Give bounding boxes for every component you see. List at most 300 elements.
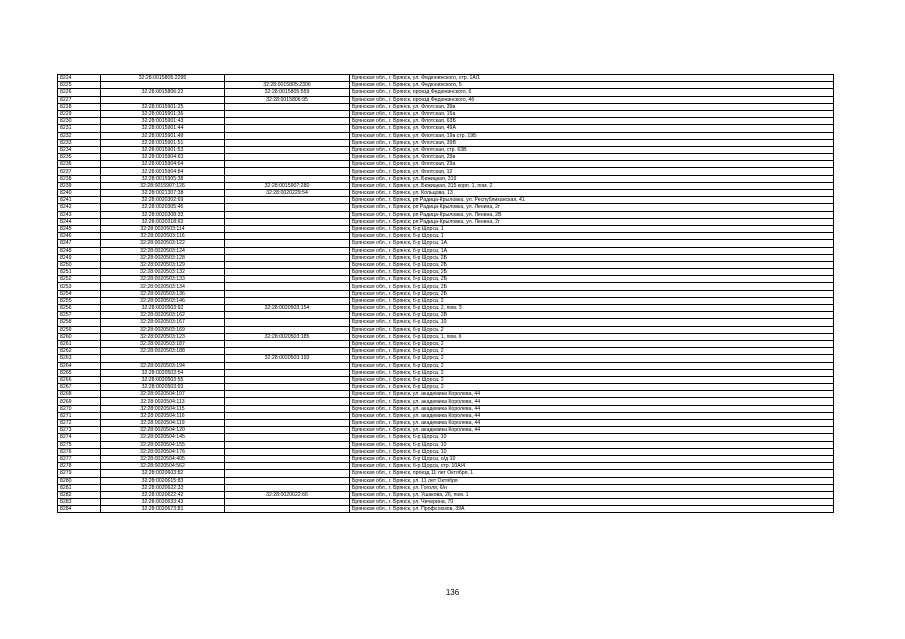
cadastral-number-cell: 32:28:0020503:122 (101, 240, 225, 247)
table-row (58, 168, 834, 175)
parent-cadastral-number-cell (225, 362, 350, 369)
table-row (58, 319, 834, 326)
address-cell: Брянская обл., г. Брянск, ул. Федюнинского, стр. 1А/1 (350, 75, 834, 82)
address-cell: Брянская обл., г. Брянск, ул. академика Королева, 44 (350, 398, 834, 405)
cadastral-number-cell: 32:28:0020504:155 (101, 441, 225, 448)
parent-cadastral-number-cell: 32:28:0020229:54 (225, 190, 350, 197)
address-cell: Брянская обл., г. Брянск, ул. Флотская, 29а (350, 161, 834, 168)
cadastral-number-cell: 32:28:0020504:176 (101, 448, 225, 455)
parent-cadastral-number-cell (225, 139, 350, 146)
parent-cadastral-number-cell: 32:28:0015806:95 (225, 96, 350, 103)
row-number-cell: 8236 (58, 161, 101, 168)
table-row (58, 161, 834, 168)
cadastral-number-cell: 32:28:0015904:63 (101, 154, 225, 161)
address-cell: Брянская обл., г. Брянск, б-р Щорса, 2 (350, 348, 834, 355)
parent-cadastral-number-cell (225, 118, 350, 125)
cadastral-number-cell: 32:28:0020503:194 (101, 362, 225, 369)
row-number-cell: 8269 (58, 398, 101, 405)
row-number-cell: 8234 (58, 146, 101, 153)
address-cell: Брянская обл., г. Брянск, б-р Щорса, 2Б (350, 283, 834, 290)
parent-cadastral-number-cell (225, 233, 350, 240)
row-number-cell: 8250 (58, 261, 101, 268)
cadastral-number-cell: 32:28:0020503:146 (101, 297, 225, 304)
cadastral-number-cell: 32:28:0015901:43 (101, 118, 225, 125)
cadastral-number-cell: 32:28:0015901:25 (101, 103, 225, 110)
parent-cadastral-number-cell (225, 283, 350, 290)
address-cell: Брянская обл., г. Брянск, ул. академика Королева, 44 (350, 420, 834, 427)
cadastral-number-cell: 32:28:0020503:169 (101, 326, 225, 333)
row-number-cell: 8256 (58, 305, 101, 312)
parent-cadastral-number-cell (225, 499, 350, 506)
row-number-cell: 8235 (58, 154, 101, 161)
address-cell: Брянская обл., г. Брянск, б-р Щорса, 2Б (350, 290, 834, 297)
address-cell: Брянская обл., г. Брянск, б-р Щорса, 2 (350, 369, 834, 376)
table-row (58, 484, 834, 491)
table-row (58, 103, 834, 110)
row-number-cell: 8255 (58, 297, 101, 304)
row-number-cell: 8238 (58, 175, 101, 182)
address-cell: Брянская обл., г. Брянск, проезд Федюнинского, 4б (350, 96, 834, 103)
parent-cadastral-number-cell (225, 326, 350, 333)
cadastral-number-cell: 32:28:0020503:93 (101, 384, 225, 391)
table-row (58, 355, 834, 362)
row-number-cell: 8224 (58, 75, 101, 82)
address-cell: Брянская обл., г. Брянск, б-р Щорса, 2Б (350, 276, 834, 283)
address-cell: Брянская обл., г. Брянск, б-р Щорса, 1 (350, 225, 834, 232)
table-row (58, 499, 834, 506)
row-number-cell: 8258 (58, 319, 101, 326)
table-row (58, 384, 834, 391)
address-cell: Брянская обл., г. Брянск, б-р Щорса, 1А (350, 247, 834, 254)
table-row (58, 276, 834, 283)
parent-cadastral-number-cell (225, 319, 350, 326)
address-cell: Брянская обл., г. Брянск, б-р Щорса, 2Б (350, 269, 834, 276)
address-cell: Брянская обл., г. Брянск, проезд Федюнинского, 6 (350, 89, 834, 96)
table-row (58, 82, 834, 89)
parent-cadastral-number-cell (225, 427, 350, 434)
table-row (58, 283, 834, 290)
cadastral-number-cell: 32:28:0020503:132 (101, 269, 225, 276)
row-number-cell: 8271 (58, 412, 101, 419)
row-number-cell: 8246 (58, 233, 101, 240)
row-number-cell: 8268 (58, 391, 101, 398)
table-row (58, 420, 834, 427)
row-number-cell: 8225 (58, 82, 101, 89)
row-number-cell: 8242 (58, 204, 101, 211)
parent-cadastral-number-cell (225, 455, 350, 462)
address-cell: Брянская обл., г. Брянск, ул. Флотская, 39В (350, 139, 834, 146)
address-cell: Брянская обл., г. Брянск, ул. академика Королева, 44 (350, 405, 834, 412)
address-cell: Брянская обл., г. Брянск, б-р Щорса, 10 (350, 448, 834, 455)
parent-cadastral-number-cell (225, 384, 350, 391)
row-number-cell: 8231 (58, 125, 101, 132)
address-cell: Брянская обл., г. Брянск, б-р Щорса, 2Б (350, 261, 834, 268)
parent-cadastral-number-cell (225, 290, 350, 297)
cadastral-number-cell: 32:28:0020503:124 (101, 247, 225, 254)
table-row (58, 405, 834, 412)
parent-cadastral-number-cell (225, 75, 350, 82)
table-row (58, 362, 834, 369)
address-cell: Брянская обл., г. Брянск, б-р Щорса, 1А (350, 240, 834, 247)
parent-cadastral-number-cell (225, 110, 350, 117)
cadastral-number-cell: 32:28:0015905:38 (101, 175, 225, 182)
parent-cadastral-number-cell (225, 261, 350, 268)
row-number-cell: 8276 (58, 448, 101, 455)
cadastral-number-cell: 32:28:0020503:54 (101, 369, 225, 376)
table-row (58, 96, 834, 103)
row-number-cell: 8263 (58, 355, 101, 362)
cadastral-number-cell (101, 82, 225, 89)
address-cell: Брянская обл., г. Брянск, б-р Щорса, 2 (350, 297, 834, 304)
address-cell: Брянская обл., г. Брянск, б-р Щорса, о/д 10 (350, 455, 834, 462)
parent-cadastral-number-cell: 32:28:0015805:559 (225, 89, 350, 96)
cadastral-number-cell: 32:28:0020633:43 (101, 499, 225, 506)
address-cell: Брянская обл., г. Брянск, ул. Флотская, 15а (350, 110, 834, 117)
cadastral-number-cell (101, 96, 225, 103)
table-row (58, 269, 834, 276)
row-number-cell: 8274 (58, 434, 101, 441)
parent-cadastral-number-cell (225, 340, 350, 347)
cadastral-number-cell: 32:28:0020503:55 (101, 376, 225, 383)
cadastral-number-cell: 32:28:0020503:129 (101, 261, 225, 268)
row-number-cell: 8237 (58, 168, 101, 175)
cadastral-number-cell: 32:28:0020503:167 (101, 319, 225, 326)
row-number-cell: 8277 (58, 455, 101, 462)
address-cell: Брянская обл., г. Брянск, ул. академика Королева, 44 (350, 391, 834, 398)
parent-cadastral-number-cell (225, 146, 350, 153)
row-number-cell: 8227 (58, 96, 101, 103)
parent-cadastral-number-cell (225, 391, 350, 398)
row-number-cell: 8284 (58, 506, 101, 513)
table-row (58, 326, 834, 333)
table-row (58, 491, 834, 498)
table-row (58, 75, 834, 82)
address-cell: Брянская обл., г. Брянск, б-р Щорса, 2 (350, 376, 834, 383)
cadastral-number-cell: 32:28:0020504:113 (101, 398, 225, 405)
cadastral-number-cell: 32:28:0020622:42 (101, 491, 225, 498)
row-number-cell: 8283 (58, 499, 101, 506)
cadastral-number-cell: 32:28:0020503:188 (101, 348, 225, 355)
parent-cadastral-number-cell (225, 269, 350, 276)
table-row (58, 254, 834, 261)
table-row (58, 139, 834, 146)
address-cell: Брянская обл., г. Брянск, ул. Флотская, 63Б (350, 118, 834, 125)
row-number-cell: 8247 (58, 240, 101, 247)
address-cell: Брянская обл., г. Брянск, ул. Бежицкая, 319 (350, 175, 834, 182)
row-number-cell: 8279 (58, 470, 101, 477)
parent-cadastral-number-cell: 32:28:0015805:2306 (225, 82, 350, 89)
row-number-cell: 8261 (58, 340, 101, 347)
parent-cadastral-number-cell (225, 348, 350, 355)
parent-cadastral-number-cell (225, 470, 350, 477)
cadastral-number-cell: 32:28:0020504:119 (101, 420, 225, 427)
address-cell: Брянская обл., г. Брянск, б-р Щорса, 2, пом. 3 (350, 305, 834, 312)
address-cell: Брянская обл., г. Брянск, ул. Флотская, 49А (350, 125, 834, 132)
parent-cadastral-number-cell (225, 484, 350, 491)
parent-cadastral-number-cell (225, 161, 350, 168)
table-row (58, 190, 834, 197)
parent-cadastral-number-cell (225, 412, 350, 419)
parent-cadastral-number-cell (225, 448, 350, 455)
cadastral-number-cell: 32:28:0020504:120 (101, 427, 225, 434)
row-number-cell: 8267 (58, 384, 101, 391)
address-cell: Брянская обл., г. Брянск, ул. Федюнинского, 5 (350, 82, 834, 89)
cadastral-number-cell: 32:28:0020673:81 (101, 506, 225, 513)
row-number-cell: 8272 (58, 420, 101, 427)
cadastral-number-cell: 32:28:0021307:38 (101, 190, 225, 197)
parent-cadastral-number-cell (225, 125, 350, 132)
cadastral-number-cell: 32:28:0015901:51 (101, 139, 225, 146)
table-row (58, 434, 834, 441)
parent-cadastral-number-cell (225, 434, 350, 441)
address-cell: Брянская обл., г. Брянск, ул. Ушакова, 26, пом. 1 (350, 491, 834, 498)
cadastral-number-cell: 32:28:0020308:33 (101, 211, 225, 218)
table-row (58, 197, 834, 204)
address-cell: Брянская обл., г. Брянск, ул. Флотская, 39в (350, 103, 834, 110)
page-number: 136 (445, 588, 460, 597)
cadastral-number-cell: 32:28:0020503:123 (101, 333, 225, 340)
table-row (58, 455, 834, 462)
registry-table-body (58, 75, 834, 513)
row-number-cell: 8273 (58, 427, 101, 434)
address-cell: Брянская обл., г. Брянск, ул. Флотская, 19в стр. 19Б (350, 132, 834, 139)
cadastral-number-cell: 32:28:0015904:64 (101, 161, 225, 168)
address-cell: Брянская обл., г. Брянск, ул. Гоголя, 6/н (350, 484, 834, 491)
parent-cadastral-number-cell: 32:28:0020503:185 (225, 333, 350, 340)
row-number-cell: 8228 (58, 103, 101, 110)
address-cell: Брянская обл., г. Брянск, б-р Щорса, 2 (350, 326, 834, 333)
table-row (58, 225, 834, 232)
cadastral-number-cell: 32:28:0015805:2295 (101, 75, 225, 82)
row-number-cell: 8253 (58, 283, 101, 290)
row-number-cell: 8232 (58, 132, 101, 139)
parent-cadastral-number-cell: 32:28:0015907:280 (225, 182, 350, 189)
table-row (58, 132, 834, 139)
cadastral-number-cell: 32:28:0020503:116 (101, 233, 225, 240)
cadastral-number-cell: 32:28:0020504:562 (101, 463, 225, 470)
cadastral-number-cell: 32:28:0015901:53 (101, 146, 225, 153)
address-cell: Брянская обл., г. Брянск, ул. Флотская, 12 (350, 168, 834, 175)
cadastral-number-cell: 32:28:0020302:69 (101, 197, 225, 204)
cadastral-number-cell: 32:28:0020504:405 (101, 455, 225, 462)
cadastral-number-cell: 32:28:0015901:49 (101, 132, 225, 139)
row-number-cell: 8230 (58, 118, 101, 125)
parent-cadastral-number-cell (225, 132, 350, 139)
address-cell: Брянская обл., г. Брянск, б-р Щорса, 2 (350, 362, 834, 369)
row-number-cell: 8259 (58, 326, 101, 333)
parent-cadastral-number-cell (225, 247, 350, 254)
address-cell: Брянская обл., г. Брянск, рп Радица-Крыловка, ул. Республиканская, 41 (350, 197, 834, 204)
row-number-cell: 8239 (58, 182, 101, 189)
cadastral-number-cell: 32:28:0020504:116 (101, 412, 225, 419)
parent-cadastral-number-cell (225, 376, 350, 383)
parent-cadastral-number-cell: 32:28:0020622:66 (225, 491, 350, 498)
parent-cadastral-number-cell (225, 154, 350, 161)
table-row (58, 211, 834, 218)
row-number-cell: 8248 (58, 247, 101, 254)
parent-cadastral-number-cell (225, 103, 350, 110)
parent-cadastral-number-cell: 32:28:0020503:154 (225, 305, 350, 312)
row-number-cell: 8265 (58, 369, 101, 376)
parent-cadastral-number-cell (225, 297, 350, 304)
table-row (58, 240, 834, 247)
row-number-cell: 8280 (58, 477, 101, 484)
table-row (58, 398, 834, 405)
parent-cadastral-number-cell (225, 398, 350, 405)
table-row (58, 463, 834, 470)
address-cell: Брянская обл., г. Брянск, ул. Флотская, стр. 63В (350, 146, 834, 153)
address-cell: Брянская обл., г. Брянск, проезд 11 лет Октября, 1 (350, 470, 834, 477)
cadastral-number-cell: 32:28:0020503:162 (101, 312, 225, 319)
row-number-cell: 8241 (58, 197, 101, 204)
table-row (58, 441, 834, 448)
cadastral-number-cell: 32:28:0020503:133 (101, 276, 225, 283)
table-row (58, 506, 834, 513)
parent-cadastral-number-cell (225, 477, 350, 484)
cadastral-number-cell: 32:28:0020615:83 (101, 477, 225, 484)
row-number-cell: 8252 (58, 276, 101, 283)
cadastral-number-cell: 32:28:0015907:126 (101, 182, 225, 189)
cadastral-number-cell: 32:28:0015901:44 (101, 125, 225, 132)
table-row (58, 412, 834, 419)
table-row (58, 340, 834, 347)
row-number-cell: 8270 (58, 405, 101, 412)
table-row (58, 154, 834, 161)
parent-cadastral-number-cell (225, 506, 350, 513)
table-row (58, 348, 834, 355)
cadastral-number-cell: 32:28:0020503:134 (101, 283, 225, 290)
parent-cadastral-number-cell (225, 312, 350, 319)
row-number-cell: 8233 (58, 139, 101, 146)
table-row (58, 89, 834, 96)
cadastral-number-cell: 32:28:0020503:187 (101, 340, 225, 347)
table-row (58, 125, 834, 132)
table-row (58, 305, 834, 312)
table-row (58, 182, 834, 189)
address-cell: Брянская обл., г. Брянск, б-р Щорса, 10 (350, 319, 834, 326)
table-row (58, 118, 834, 125)
row-number-cell: 8226 (58, 89, 101, 96)
parent-cadastral-number-cell (225, 254, 350, 261)
table-row (58, 333, 834, 340)
table-row (58, 247, 834, 254)
row-number-cell: 8266 (58, 376, 101, 383)
address-cell: Брянская обл., г. Брянск, ул. Кольцова, 13 (350, 190, 834, 197)
address-cell: Брянская обл., г. Брянск, ул. Бежицкая, 315 корп. 1, пом. 2 (350, 182, 834, 189)
cadastral-number-cell: 32:28:0020504:145 (101, 434, 225, 441)
parent-cadastral-number-cell (225, 369, 350, 376)
cadastral-number-cell: 32:28:0020503:136 (101, 290, 225, 297)
parent-cadastral-number-cell (225, 441, 350, 448)
parent-cadastral-number-cell (225, 225, 350, 232)
cadastral-number-cell: 32:28:0020603:82 (101, 470, 225, 477)
address-cell: Брянская обл., г. Брянск, б-р Щорса, 1, пом. II (350, 333, 834, 340)
table-row (58, 369, 834, 376)
table-row (58, 218, 834, 225)
parent-cadastral-number-cell (225, 218, 350, 225)
parent-cadastral-number-cell (225, 463, 350, 470)
row-number-cell: 8245 (58, 225, 101, 232)
address-cell: Брянская обл., г. Брянск, ул. академика Королева, 44 (350, 427, 834, 434)
row-number-cell: 8281 (58, 484, 101, 491)
table-row (58, 297, 834, 304)
parent-cadastral-number-cell (225, 240, 350, 247)
cadastral-number-cell: 32:28:0020503:92 (101, 305, 225, 312)
cadastral-number-cell: 32:28:0015901:36 (101, 110, 225, 117)
table-row (58, 233, 834, 240)
address-cell: Брянская обл., г. Брянск, б-р Щорса, 10 (350, 441, 834, 448)
parent-cadastral-number-cell (225, 276, 350, 283)
address-cell: Брянская обл., г. Брянск, рп Радица-Крыловка, ул. Ленина, 2г (350, 204, 834, 211)
table-row (58, 175, 834, 182)
address-cell: Брянская обл., г. Брянск, ул. Профсоюзов, 39А (350, 506, 834, 513)
cadastral-number-cell: 32:28:0020622:33 (101, 484, 225, 491)
row-number-cell: 8282 (58, 491, 101, 498)
address-cell: Брянская обл., г. Брянск, ул. Чичерина, 70 (350, 499, 834, 506)
address-cell: Брянская обл., г. Брянск, б-р Щорса, 2 (350, 384, 834, 391)
cadastral-number-cell: 32:28:0020504:107 (101, 391, 225, 398)
table-row (58, 470, 834, 477)
address-cell: Брянская обл., г. Брянск, б-р Щорса, 2Б (350, 254, 834, 261)
row-number-cell: 8251 (58, 269, 101, 276)
address-cell: Брянская обл., г. Брянск, б-р Щорса, 10 (350, 434, 834, 441)
table-row (58, 477, 834, 484)
row-number-cell: 8240 (58, 190, 101, 197)
cadastral-number-cell: 32:28:0020503:114 (101, 225, 225, 232)
row-number-cell: 8244 (58, 218, 101, 225)
table-row (58, 261, 834, 268)
row-number-cell: 8229 (58, 110, 101, 117)
table-row (58, 312, 834, 319)
row-number-cell: 8262 (58, 348, 101, 355)
cadastral-number-cell: 32:28:0020504:115 (101, 405, 225, 412)
address-cell: Брянская обл., г. Брянск, б-р Щорса, 2 (350, 340, 834, 347)
table-row (58, 391, 834, 398)
table-row (58, 290, 834, 297)
table-row (58, 146, 834, 153)
address-cell: Брянская обл., г. Брянск, б-р Щорса, стр. 10А/4 (350, 463, 834, 470)
parent-cadastral-number-cell (225, 204, 350, 211)
address-cell: Брянская обл., г. Брянск, б-р Щорса, 2 (350, 355, 834, 362)
row-number-cell: 8278 (58, 463, 101, 470)
table-row (58, 448, 834, 455)
address-cell: Брянская обл., г. Брянск, рп Радица-Крыловка, ул. Ленина, 2г (350, 218, 834, 225)
address-cell: Брянская обл., г. Брянск, ул. академика Королева, 44 (350, 412, 834, 419)
table-row (58, 427, 834, 434)
address-cell: Брянская обл., г. Брянск, ул. 11 лет Октября (350, 477, 834, 484)
parent-cadastral-number-cell (225, 405, 350, 412)
row-number-cell: 8260 (58, 333, 101, 340)
cadastral-number-cell: 32:28:0020305:46 (101, 204, 225, 211)
parent-cadastral-number-cell (225, 211, 350, 218)
cadastral-number-cell: 32:28:0020503:128 (101, 254, 225, 261)
row-number-cell: 8254 (58, 290, 101, 297)
row-number-cell: 8257 (58, 312, 101, 319)
row-number-cell: 8264 (58, 362, 101, 369)
table-row (58, 110, 834, 117)
registry-table (57, 74, 834, 513)
parent-cadastral-number-cell (225, 420, 350, 427)
cadastral-number-cell (101, 355, 225, 362)
row-number-cell: 8249 (58, 254, 101, 261)
parent-cadastral-number-cell: 32:28:0020503:193 (225, 355, 350, 362)
table-row (58, 376, 834, 383)
cadastral-number-cell: 32:28:0015904:84 (101, 168, 225, 175)
parent-cadastral-number-cell (225, 168, 350, 175)
table-row (58, 204, 834, 211)
parent-cadastral-number-cell (225, 175, 350, 182)
cadastral-number-cell: 32:28:0020318:62 (101, 218, 225, 225)
